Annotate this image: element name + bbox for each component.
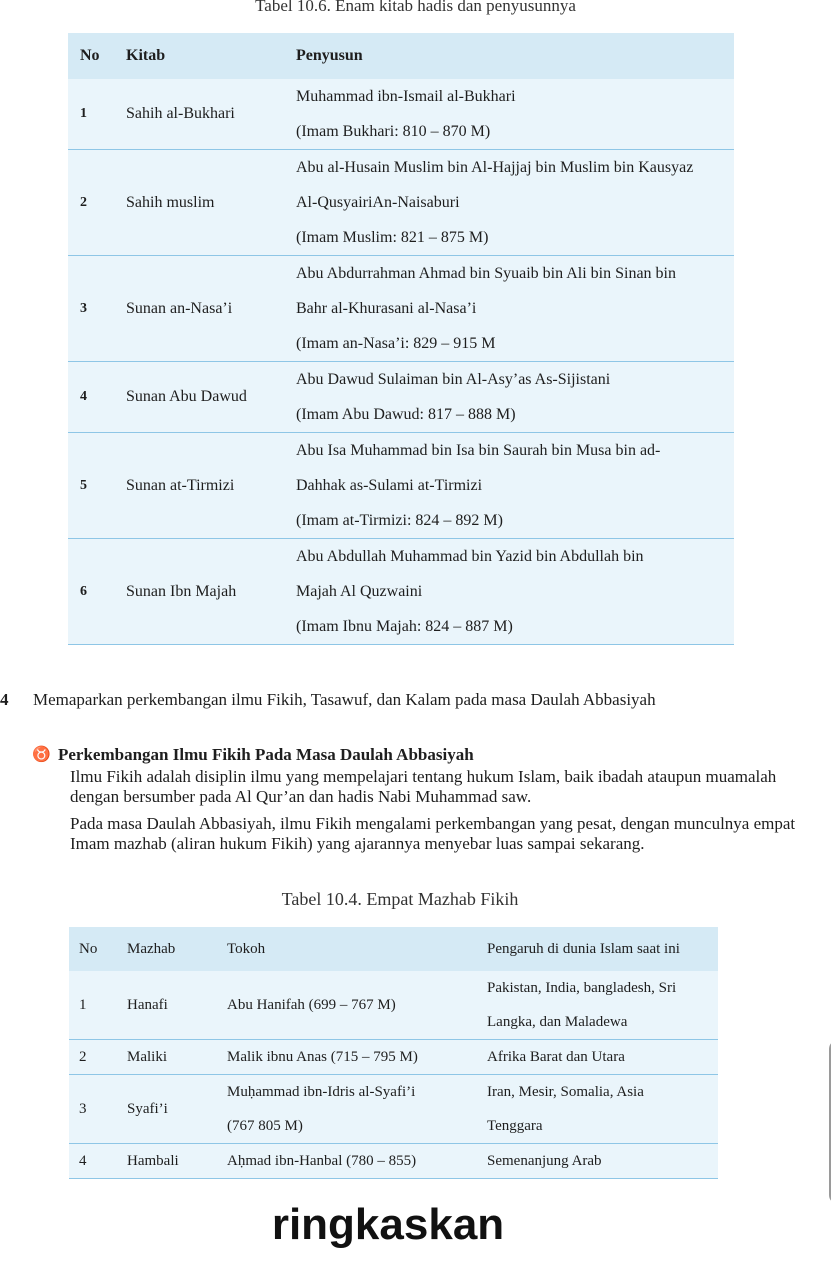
table-row [68,539,734,645]
section-number: 4 [0,690,9,709]
mazhab-name: Hambali [127,1152,179,1169]
pengaruh-line: Langka, dan Maladewa [487,1014,628,1030]
table-row [69,1075,718,1144]
pengaruh-line: Tenggara [487,1118,543,1134]
table-row [69,1040,718,1075]
penyusun-cell [296,150,734,256]
penyusun-line: Al-QusyairiAn-Naisaburi [296,194,460,211]
tokoh-cell [227,1040,487,1075]
table-row [69,971,718,1040]
table-row [68,362,734,433]
penyusun-line: Bahr al-Khurasani al-Nasa’i [296,300,477,317]
table-row [68,150,734,256]
table2-header-row [69,927,718,971]
pengaruh-cell [487,971,718,1040]
mazhab-name: Maliki [127,1048,167,1065]
penyusun-cell [296,79,734,150]
table1-header-row [68,33,734,79]
tokoh-line: (767 805 M) [227,1118,303,1134]
mazhab-name: Hanafi [127,996,168,1013]
tokoh-line: Aḥmad ibn-Hanbal (780 – 855) [227,1153,417,1169]
tokoh-cell [227,1144,487,1179]
row-number: 3 [79,1100,87,1117]
row-number: 5 [80,477,87,493]
kitab-name: Sunan an-Nasa’i [126,299,233,317]
tokoh-cell [227,1075,487,1144]
pengaruh-cell [487,1075,718,1144]
paragraph-development: Pada masa Daulah Abbasiyah, ilmu Fikih mengalami perkembangan yang pesat, dengan munculnya empat Imam mazhab (aliran hukum Fikih) yang ajarannya menyebar luas sampai sekarang. [70,814,796,853]
row-number: 1 [80,106,87,121]
penyusun-line: Majah Al Quzwaini [296,583,423,600]
table2-header-pengaruh: Pengaruh di dunia Islam saat ini [487,940,680,957]
penyusun-cell [296,539,734,645]
kitab-name: Sunan Ibn Majah [126,582,237,600]
table-row [69,1144,718,1179]
section-subheading: Perkembangan Ilmu Fikih Pada Masa Daulah Abbasiyah [58,745,474,764]
penyusun-line: Abu Abdurrahman Ahmad bin Syuaib bin Ali bin Sinan bin [296,265,676,282]
table2-caption: Tabel 10.4. Empat Mazhab Fikih [281,889,519,909]
penyusun-line: (Imam Muslim: 821 – 875 M) [296,229,489,246]
pengaruh-line: Iran, Mesir, Somalia, Asia [487,1084,644,1100]
table1-header-kitab: Kitab [126,47,166,64]
row-number: 1 [79,996,87,1013]
section-heading: Memaparkan perkembangan ilmu Fikih, Tasawuf, dan Kalam pada masa Daulah Abbasiyah [33,690,656,709]
table2-header-no: No [79,940,98,957]
row-number: 2 [79,1048,87,1065]
table-row [68,79,734,150]
tokoh-line: Abu Hanifah (699 – 767 M) [227,997,396,1013]
tokoh-line: Muḥammad ibn-Idris al-Syafi’i [227,1084,416,1100]
table2-header-mazhab: Mazhab [127,940,176,957]
kitab-name: Sahih al-Bukhari [126,105,235,122]
penyusun-line: Abu Dawud Sulaiman bin Al-Asy’as As-Sijistani [296,371,611,388]
penyusun-line: (Imam at-Tirmizi: 824 – 892 M) [296,512,503,529]
penyusun-line: (Imam Ibnu Majah: 824 – 887 M) [296,618,513,635]
penyusun-line: (Imam an-Nasa’i: 829 – 915 M [296,335,496,352]
tokoh-cell [227,971,487,1040]
table-row [68,256,734,362]
table2-header-tokoh: Tokoh [227,940,266,957]
penyusun-line: Abu al-Husain Muslim bin Al-Hajjaj bin Muslim bin Kausyaz [296,159,694,176]
pengaruh-cell [487,1144,718,1179]
kitab-name: Sunan Abu Dawud [126,388,247,405]
row-number: 3 [80,300,87,316]
penyusun-line: Muhammad ibn-Ismail al-Bukhari [296,88,516,105]
penyusun-line: (Imam Abu Dawud: 817 – 888 M) [296,406,516,423]
table1-caption: Tabel 10.6. Enam kitab hadis dan penyusunnya [255,0,576,15]
mazhab-table [69,927,718,1179]
penyusun-cell [296,362,734,433]
tokoh-line: Malik ibnu Anas (715 – 795 M) [227,1049,418,1065]
table-row [68,433,734,539]
mazhab-name: Syafi’i [127,1100,168,1117]
row-number: 4 [79,1152,87,1169]
summarize-prompt-text: ringkaskan [271,1200,505,1249]
kitab-name: Sunan at-Tirmizi [126,476,235,494]
paragraph-definition: Ilmu Fikih adalah disiplin ilmu yang mempelajari tentang hukum Islam, baik ibadah ataupun muamalah dengan bersumber pada Al Qur’an dan hadis Nabi Muhammad saw. [70,767,777,806]
penyusun-line: Abu Abdullah Muhammad bin Yazid bin Abdullah bin [296,548,644,565]
kitab-name: Sahih muslim [126,193,215,211]
pengaruh-line: Afrika Barat dan Utara [487,1049,625,1065]
penyusun-cell [296,433,734,539]
penyusun-line: (Imam Bukhari: 810 – 870 M) [296,123,491,140]
pengaruh-line: Semenanjung Arab [487,1153,602,1169]
pengaruh-cell [487,1040,718,1075]
penyusun-cell [296,256,734,362]
table1-header-no: No [80,47,100,64]
hadith-books-table [68,33,734,645]
row-number: 2 [80,194,87,210]
table1-header-penyusun: Penyusun [296,47,363,64]
bullet-icon: ♉ [32,747,51,763]
pengaruh-line: Pakistan, India, bangladesh, Sri [487,980,677,996]
row-number: 6 [80,583,87,599]
penyusun-line: Dahhak as-Sulami at-Tirmizi [296,477,483,494]
penyusun-line: Abu Isa Muhammad bin Isa bin Saurah bin Musa bin ad- [296,442,661,459]
row-number: 4 [80,389,87,404]
